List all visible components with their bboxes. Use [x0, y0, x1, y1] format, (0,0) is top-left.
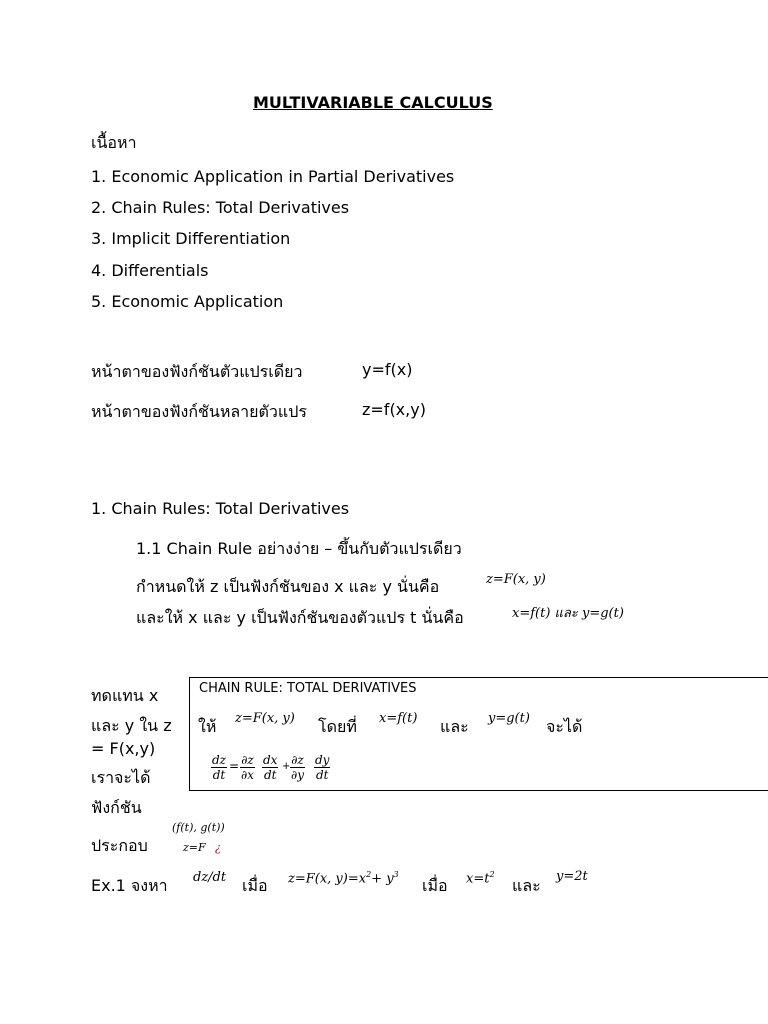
formula-lhs-num: dz — [212, 753, 227, 767]
composite-args: (f(t), g(t)) — [172, 821, 225, 834]
definition-line-2: และให้ x และ y เป็นฟังก์ชันของตัวแปร t นั่นคือ — [136, 608, 464, 627]
topic-item: 3. Implicit Differentiation — [91, 229, 291, 248]
formula-term-1-den: ∂x — [241, 768, 254, 782]
composite-glyph: ¿ — [215, 841, 221, 854]
left-text-line: ประกอบ — [91, 836, 148, 855]
example-when-2: เมื่อ — [422, 876, 448, 895]
topic-item: 4. Differentials — [91, 261, 209, 280]
formula-plus: + — [282, 761, 291, 772]
contents-label: เนื้อหา — [91, 133, 137, 152]
box-z-def: z=F(x, y) — [235, 711, 295, 726]
box-give: ให้ — [198, 717, 217, 736]
formula-term-2-den: dt — [263, 768, 277, 782]
multi-var-label: หน้าตาของฟังก์ชันหลายตัวแปร — [91, 402, 307, 421]
multi-var-formula: z=f(x,y) — [362, 400, 426, 419]
example-function — [288, 870, 399, 886]
formula-term-1 — [240, 753, 255, 782]
section-heading: 1. Chain Rules: Total Derivatives — [91, 499, 350, 518]
topic-item: 1. Economic Application in Partial Derivatives — [91, 167, 455, 186]
example-function-exp-1: 2 — [366, 870, 372, 879]
example-label: Ex.1 จงหา — [91, 876, 168, 895]
formula-term-4-num: dy — [315, 753, 330, 767]
formula-equals: = — [229, 759, 240, 773]
formula-term-3 — [290, 753, 305, 782]
definition-line-1: กำหนดให้ z เป็นฟังก์ชันของ x และ y นั่นคือ — [136, 577, 440, 596]
example-find: dz/dt — [193, 870, 227, 885]
left-text-line: เราจะได้ — [91, 768, 151, 787]
definition-math-2: x=f(t) และ y=g(t) — [512, 606, 624, 621]
example-y-eq: y=2t — [556, 869, 588, 884]
example-function-main: z=F(x, y)=x — [288, 871, 367, 887]
formula-term-4 — [314, 753, 330, 782]
left-text-line: ฟังก์ชัน — [91, 798, 142, 817]
box-and: และ — [440, 717, 469, 736]
box-y-def: y=g(t) — [488, 711, 530, 726]
box-result: จะได้ — [546, 717, 583, 736]
example-x-main: x=t — [466, 871, 490, 887]
box-heading: CHAIN RULE: TOTAL DERIVATIVES — [199, 681, 417, 696]
composite-func: z=F — [183, 841, 206, 854]
formula-term-3-den: ∂y — [291, 768, 304, 782]
formula-term-2 — [262, 753, 278, 782]
formula-term-3-num: ∂z — [291, 753, 304, 767]
topic-item: 2. Chain Rules: Total Derivatives — [91, 198, 350, 217]
formula-lhs-den: dt — [212, 768, 226, 782]
example-function-exp-2: 3 — [393, 870, 399, 879]
example-x-exp: 2 — [489, 870, 495, 879]
box-x-def: x=f(t) — [379, 711, 418, 726]
topic-item: 5. Economic Application — [91, 292, 284, 311]
single-var-formula: y=f(x) — [362, 360, 413, 379]
left-text-line: และ y ใน z — [91, 716, 172, 735]
example-and: และ — [512, 876, 541, 895]
single-var-label: หน้าตาของฟังก์ชันตัวแปรเดียว — [91, 362, 303, 381]
formula-term-4-den: dt — [315, 768, 329, 782]
formula-term-1-num: ∂z — [241, 753, 254, 767]
formula-term-2-num: dx — [263, 753, 278, 767]
left-text-line: = F(x,y) — [91, 739, 156, 758]
formula-lhs — [211, 753, 227, 782]
example-when-1: เมื่อ — [242, 876, 268, 895]
subsection-heading: 1.1 Chain Rule อย่างง่าย – ขึ้นกับตัวแปรเดียว — [136, 539, 462, 558]
definition-math-1: z=F(x, y) — [486, 572, 546, 587]
example-function-mid: + y — [371, 871, 394, 887]
box-where: โดยที่ — [318, 717, 357, 736]
left-text-line: ทดแทน x — [91, 686, 159, 705]
page-title: MULTIVARIABLE CALCULUS — [253, 93, 493, 112]
chain-rule-box — [189, 677, 768, 791]
example-x-eq — [466, 870, 495, 886]
